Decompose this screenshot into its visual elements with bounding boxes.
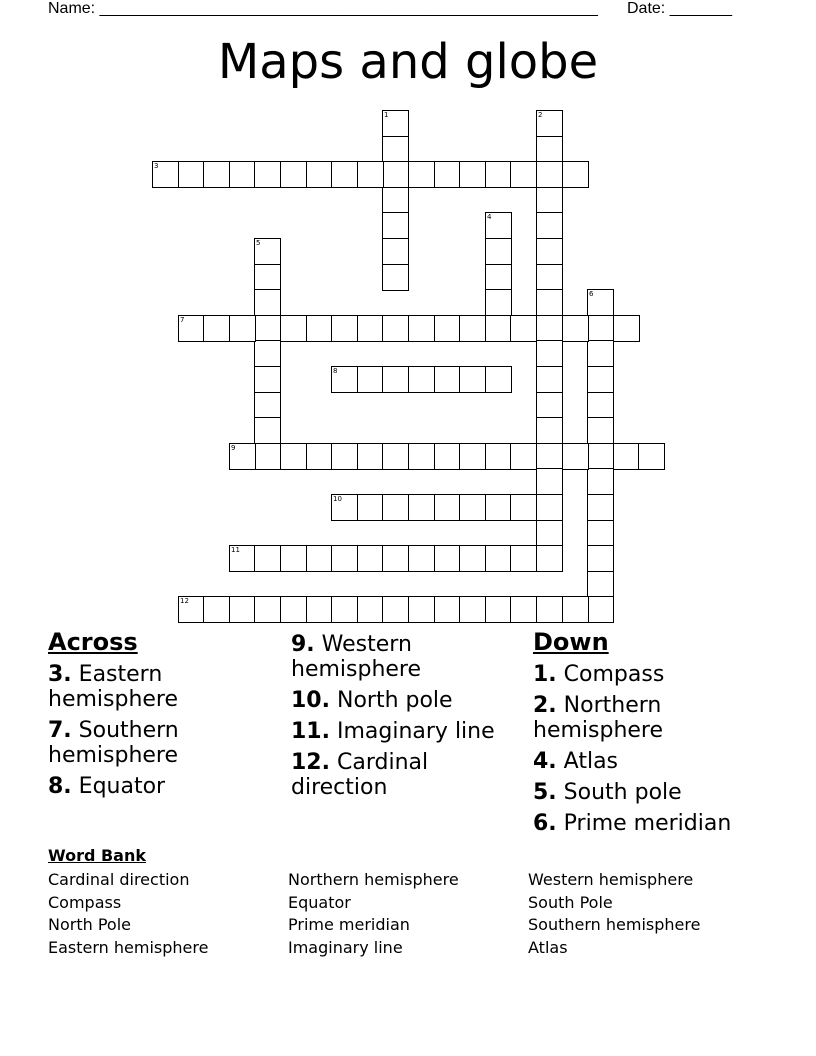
word-bank-column [48,869,208,959]
down-clue: 5. South pole [533,780,682,805]
clue-number: 1 [384,111,389,119]
crossword-cell[interactable] [536,264,563,291]
crossword-cell[interactable] [306,545,333,572]
crossword-cell[interactable] [587,596,614,623]
crossword-cell[interactable] [229,596,256,623]
crossword-cell[interactable] [408,494,435,521]
crossword-cell[interactable] [536,443,563,470]
crossword-cell[interactable] [510,315,537,342]
word-bank-item: South Pole [528,892,613,912]
crossword-cell[interactable] [459,596,486,623]
crossword-cell[interactable] [536,392,563,419]
crossword-cell[interactable] [229,545,256,572]
crossword-cell[interactable] [382,161,409,188]
word-bank-item: Compass [48,892,122,912]
crossword-cell[interactable] [459,443,486,470]
crossword-cell[interactable] [357,494,384,521]
crossword-cell[interactable] [178,161,205,188]
crossword-cell[interactable] [434,443,461,470]
crossword-cell[interactable] [434,494,461,521]
crossword-cell[interactable] [178,596,205,623]
crossword-cell[interactable] [331,494,358,521]
across-clue: 11. Imaginary line [291,719,495,744]
down-clue: 1. Compass [533,662,665,687]
crossword-cell[interactable] [485,545,512,572]
crossword-cell[interactable] [485,289,512,316]
crossword-cell[interactable] [536,187,563,214]
crossword-cell[interactable] [229,315,256,342]
crossword-cell[interactable] [510,596,537,623]
crossword-cell[interactable] [434,161,461,188]
crossword-cell[interactable] [331,545,358,572]
crossword-cell[interactable] [536,468,563,495]
crossword-cell[interactable] [587,494,614,521]
word-bank-item: Cardinal direction [48,870,190,889]
crossword-cell[interactable] [434,366,461,393]
down-clue: 2. Northern hemisphere [533,693,664,743]
crossword-cell[interactable] [587,468,614,495]
crossword-cell[interactable] [408,596,435,623]
date-field-label: Date: _______ [627,0,732,17]
crossword-cell[interactable] [536,417,563,444]
crossword-cell[interactable] [485,443,512,470]
crossword-cell[interactable] [280,315,307,342]
crossword-cell[interactable] [280,545,307,572]
across-clue: 7. Southern hemisphere [48,718,179,768]
across-heading: Across [48,628,138,656]
crossword-cell[interactable] [536,238,563,265]
crossword-cell[interactable] [229,443,256,470]
clue-number: 6 [589,290,594,298]
crossword-cell[interactable] [254,289,281,316]
crossword-cell[interactable] [613,315,640,342]
crossword-cell[interactable] [254,340,281,367]
crossword-cell[interactable] [587,340,614,367]
crossword-cell[interactable] [562,161,589,188]
clue-number: 8 [333,367,338,375]
crossword-cell[interactable] [408,161,435,188]
crossword-cell[interactable] [587,545,614,572]
crossword-cell[interactable] [357,545,384,572]
crossword-cell[interactable] [562,596,589,623]
crossword-cell[interactable] [408,366,435,393]
crossword-cell[interactable] [434,315,461,342]
word-bank-item: Imaginary line [288,937,403,957]
across-clue: 12. Cardinal direction [291,750,429,800]
crossword-cell[interactable] [331,161,358,188]
crossword-cell[interactable] [382,187,409,214]
crossword-cell[interactable] [408,443,435,470]
crossword-cell[interactable] [382,545,409,572]
crossword-cell[interactable] [280,161,307,188]
crossword-cell[interactable] [382,136,409,163]
down-clue: 4. Atlas [533,749,619,774]
crossword-cell[interactable] [485,596,512,623]
crossword-cell[interactable] [536,596,563,623]
word-bank-item: Western hemisphere [528,870,694,889]
crossword-cell[interactable] [536,110,563,137]
crossword-cell[interactable] [587,443,614,470]
crossword-cell[interactable] [638,443,665,470]
crossword-cell[interactable] [408,545,435,572]
crossword-cell[interactable] [382,443,409,470]
crossword-cell[interactable] [306,315,333,342]
crossword-cell[interactable] [357,366,384,393]
crossword-cell[interactable] [254,392,281,419]
crossword-cell[interactable] [510,161,537,188]
crossword-cell[interactable] [562,315,589,342]
crossword-cell[interactable] [254,596,281,623]
clue-number: 5 [256,239,261,247]
crossword-cell[interactable] [254,161,281,188]
word-bank-item: Eastern hemisphere [48,937,209,957]
crossword-cell[interactable] [280,596,307,623]
word-bank-item: Northern hemisphere [288,870,459,889]
word-bank-item: North Pole [48,915,131,934]
word-bank-item: Prime meridian [288,915,410,934]
crossword-cell[interactable] [331,443,358,470]
crossword-cell[interactable] [254,417,281,444]
crossword-cell[interactable] [613,443,640,470]
clue-number: 9 [231,444,236,452]
crossword-cell[interactable] [536,289,563,316]
crossword-cell[interactable] [562,443,589,470]
crossword-cell[interactable] [485,494,512,521]
crossword-cell[interactable] [485,366,512,393]
crossword-cell[interactable] [536,545,563,572]
crossword-cell[interactable] [587,392,614,419]
crossword-cell[interactable] [485,315,512,342]
crossword-cell[interactable] [254,315,281,342]
crossword-cell[interactable] [587,289,614,316]
crossword-cell[interactable] [485,238,512,265]
across-clue: 10. North pole [291,688,453,713]
crossword-cell[interactable] [382,366,409,393]
crossword-cell[interactable] [254,443,281,470]
crossword-cell[interactable] [203,596,230,623]
crossword-cell[interactable] [382,212,409,239]
clues-column-3 [533,630,773,842]
crossword-cell[interactable] [331,315,358,342]
crossword-cell[interactable] [229,161,256,188]
down-clue: 6. Prime meridian [533,811,732,836]
word-bank-column [288,869,459,959]
crossword-cell[interactable] [382,110,409,137]
crossword-cell[interactable] [485,264,512,291]
clues-column-2 [291,632,521,806]
crossword-cell[interactable] [510,443,537,470]
crossword-cell[interactable] [536,161,563,188]
crossword-cell[interactable] [536,315,563,342]
crossword-cell[interactable] [587,315,614,342]
clue-number: 11 [231,546,240,554]
crossword-cell[interactable] [536,212,563,239]
crossword-cell[interactable] [331,596,358,623]
crossword-cell[interactable] [203,161,230,188]
crossword-cell[interactable] [485,212,512,239]
crossword-cell[interactable] [357,315,384,342]
crossword-cell[interactable] [536,136,563,163]
crossword-cell[interactable] [536,520,563,547]
crossword-cell[interactable] [587,571,614,598]
crossword-cell[interactable] [254,264,281,291]
crossword-cell[interactable] [357,596,384,623]
crossword-cell[interactable] [178,315,205,342]
crossword-cell[interactable] [510,545,537,572]
crossword-cell[interactable] [382,494,409,521]
across-clue: 9. Western hemisphere [291,632,422,682]
clue-number: 4 [487,213,492,221]
crossword-cell[interactable] [459,545,486,572]
crossword-cell[interactable] [306,443,333,470]
crossword-cell[interactable] [152,161,179,188]
crossword-cell[interactable] [357,161,384,188]
down-heading: Down [533,628,609,656]
crossword-cell[interactable] [536,366,563,393]
crossword-cell[interactable] [203,315,230,342]
crossword-cell[interactable] [536,340,563,367]
crossword-cell[interactable] [357,443,384,470]
crossword-cell[interactable] [254,545,281,572]
crossword-cell[interactable] [434,596,461,623]
crossword-cell[interactable] [408,315,435,342]
crossword-cell[interactable] [459,161,486,188]
crossword-cell[interactable] [587,520,614,547]
word-bank-item: Equator [288,892,351,912]
clue-number: 7 [180,316,185,324]
crossword-cell[interactable] [382,264,409,291]
crossword-cell[interactable] [254,238,281,265]
crossword-cell[interactable] [254,366,281,393]
word-bank-item: Atlas [528,937,568,957]
crossword-cell[interactable] [587,417,614,444]
crossword-cell[interactable] [485,161,512,188]
across-clue: 8. Equator [48,774,166,799]
across-clue: 3. Eastern hemisphere [48,662,179,712]
page-title: Maps and globe [217,34,599,90]
clue-number: 12 [180,597,189,605]
crossword-cell[interactable] [459,366,486,393]
word-bank-column [528,869,700,959]
crossword-cell[interactable] [587,366,614,393]
crossword-cell[interactable] [536,494,563,521]
crossword-cell[interactable] [510,494,537,521]
crossword-cell[interactable] [434,545,461,572]
crossword-cell[interactable] [331,366,358,393]
word-bank-title: Word Bank [48,846,147,865]
clue-number: 3 [154,162,159,170]
crossword-cell[interactable] [459,494,486,521]
crossword-cell[interactable] [306,161,333,188]
crossword-cell[interactable] [280,443,307,470]
clue-number: 10 [333,495,342,503]
crossword-cell[interactable] [306,596,333,623]
crossword-cell[interactable] [382,238,409,265]
name-field-label: Name: ________________________________________________________ [48,0,598,17]
crossword-cell[interactable] [459,315,486,342]
clue-number: 2 [538,111,543,119]
word-bank-item: Southern hemisphere [528,915,701,934]
crossword-cell[interactable] [382,596,409,623]
clues-column-1 [48,630,278,805]
crossword-cell[interactable] [382,315,409,342]
